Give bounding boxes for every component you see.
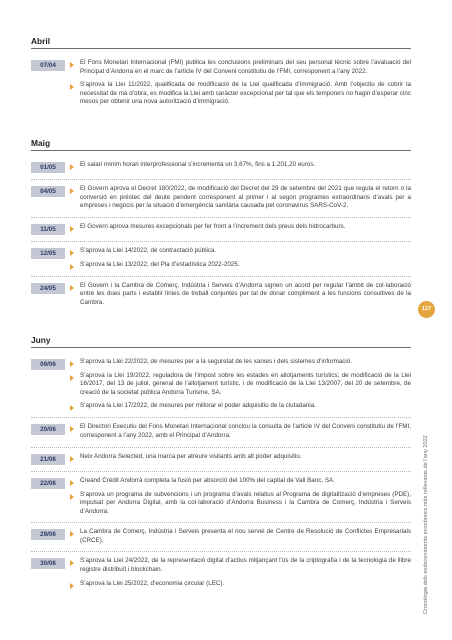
bullet-arrow-icon <box>70 164 74 170</box>
entry-item: S’aprova la Llei 13/2022, del Pla d’estadística 2022-2025. <box>70 261 411 270</box>
entry-21-06 <box>31 453 411 472</box>
entry-item: S’aprova la Llei 22/2022, de mesures per a la seguretat de les xarxes i dels sistemes d’informació. <box>70 358 411 367</box>
entry-item: El Govern aprova mesures excepcionals per fer front a l’increment dels preus dels hidrocarburs. <box>70 223 411 232</box>
entry-item: S’aprova la Llei 11/2022, qualificada de modificació de la Llei qualificada d’immigració. Amb l’objectiu de cobrir la necessitat de mà d’obra, es modifica la Llei amb caràcter excepcional per tal que els temporers no hagin d’esperar cinc mesos per obtenir una nova autorització d’immigració. <box>70 81 411 107</box>
entry-item: La Cambra de Comerç, Indústria i Serveis presenta el nou servei de Centre de Resolució de Conflictes Empresarials (CRCE). <box>70 528 411 545</box>
month-title: Maig <box>31 138 411 151</box>
date-badge: 30/06 <box>31 558 65 569</box>
entry-12-05 <box>31 247 411 277</box>
side-running-title: Cronologia dels esdeveniments econòmics més rellevants de l’any 2022 <box>423 435 429 614</box>
entry-item: S’aprova la Llei 19/2022, reguladora de l’impost sobre les estades en allotjaments turístics; de modificació de la Llei 16/2017, del 13 de juliol, general de l’allotjament turístic, i de modificació de la Llei 13/2007, del 20 de setembre, de creació de la societat pública Andorra Turisme, SA. <box>70 372 411 398</box>
entry-item: Neix Andorra Selected, una marca per atreure visitants amb alt poder adquisitiu. <box>70 453 411 462</box>
entry-07-04 <box>31 59 411 113</box>
bullet-arrow-icon <box>70 480 74 486</box>
date-badge: 11/05 <box>31 224 65 235</box>
entry-29-06 <box>31 528 411 552</box>
entry-item: El salari mínim horari interprofessional s’incrementa un 3,67%, fins a 1.201,20 euros. <box>70 161 411 170</box>
bullet-arrow-icon <box>70 264 74 270</box>
entry-24-05 <box>31 282 411 314</box>
bullet-arrow-icon <box>70 84 74 90</box>
date-badge: 20/06 <box>31 424 65 435</box>
entry-item: Creand Crèdit Andorrà completa la fusió per absorció del 100% del capital de Vall Banc, SA. <box>70 477 411 486</box>
bullet-arrow-icon <box>70 426 74 432</box>
entry-01-05 <box>31 161 411 180</box>
month-abril <box>31 36 411 113</box>
bullet-arrow-icon <box>70 456 74 462</box>
month-maig <box>31 138 411 314</box>
chronology <box>31 36 411 600</box>
entry-item: El Govern aprova el Decret 180/2022, de modificació del Decret del 29 de setembre del 2021 que regula el retorn o la conversió en préstec del deute pendent corresponent al primer i al segon programes extraordinaris d’avals per a empreses i negocis per la situació d’emergència sanitària causada pel coronavirus SARS-CoV-2. <box>70 185 411 211</box>
date-badge: 21/06 <box>31 454 65 465</box>
bullet-arrow-icon <box>70 405 74 411</box>
bullet-arrow-icon <box>70 494 74 500</box>
entry-11-05 <box>31 223 411 242</box>
entry-04-05 <box>31 185 411 218</box>
bullet-arrow-icon <box>70 375 74 381</box>
bullet-arrow-icon <box>70 62 74 68</box>
month-title: Juny <box>31 335 411 348</box>
entry-item: S’aprova la Llei 14/2022, de contractació pública. <box>70 247 411 256</box>
bullet-arrow-icon <box>70 250 74 256</box>
date-badge: 01/05 <box>31 162 65 173</box>
entry-item: S’aprova la Llei 24/2022, de la representació digital d’actius mitjançant l’ús de la criptografia i de la tecnologia de llibre registre distribuït i blockchain. <box>70 557 411 574</box>
entry-item: S’aprova la Llei 17/2022, de mesures per millorar el poder adquisitiu de la ciutadania. <box>70 402 411 411</box>
date-badge: 09/06 <box>31 359 65 370</box>
entry-22-06 <box>31 477 411 524</box>
entry-09-06 <box>31 358 411 419</box>
date-badge: 07/04 <box>31 60 65 71</box>
entry-20-06 <box>31 423 411 447</box>
bullet-arrow-icon <box>70 188 74 194</box>
date-badge: 22/06 <box>31 478 65 489</box>
date-badge: 04/05 <box>31 186 65 197</box>
bullet-arrow-icon <box>70 285 74 291</box>
entry-item: El Govern i la Cambra de Comerç, Indústria i Serveis d’Andorra signen un acord per regular l’àmbit de col·laboració entre les dues parts i establir línies de treball conjuntes per tal de donar compliment a les funcions consultives de la Cambra. <box>70 282 411 308</box>
bullet-arrow-icon <box>70 560 74 566</box>
entry-item: El Directori Executiu del Fons Monetari Internacional conclou la consulta de l’article IV del Conveni constitutiu de l’FMI, corresponent a l’any 2022, amb el Principat d’Andorra. <box>70 423 411 440</box>
entry-item: S’aprova un programa de subvencions i un programa d’avals relatius al Programa de digitalització d’empreses (PDE), impulsat per Andorra Digital, amb la col·laboració d’Andorra Business i la Cambra de Comerç, Indústria i Serveis d’Andorra. <box>70 491 411 517</box>
entry-30-06 <box>31 557 411 594</box>
page-number-badge: 127 <box>418 301 435 318</box>
date-badge: 12/05 <box>31 248 65 259</box>
bullet-arrow-icon <box>70 531 74 537</box>
bullet-arrow-icon <box>70 361 74 367</box>
month-title: Abril <box>31 36 411 49</box>
month-juny <box>31 335 411 595</box>
bullet-arrow-icon <box>70 226 74 232</box>
bullet-arrow-icon <box>70 583 74 589</box>
date-badge: 29/06 <box>31 529 65 540</box>
date-badge: 24/05 <box>31 283 65 294</box>
entry-item: El Fons Monetari Internacional (FMI) publica les conclusions preliminars del seu personal tècnic sobre l’avaluació del Principat d’Andorra en el marc de l’article IV del Conveni constitutiu de l’FMI, corresponent a l’any 2022. <box>70 59 411 76</box>
entry-item: S’aprova la Llei 25/2022, d’economia circular (LEC). <box>70 580 411 589</box>
